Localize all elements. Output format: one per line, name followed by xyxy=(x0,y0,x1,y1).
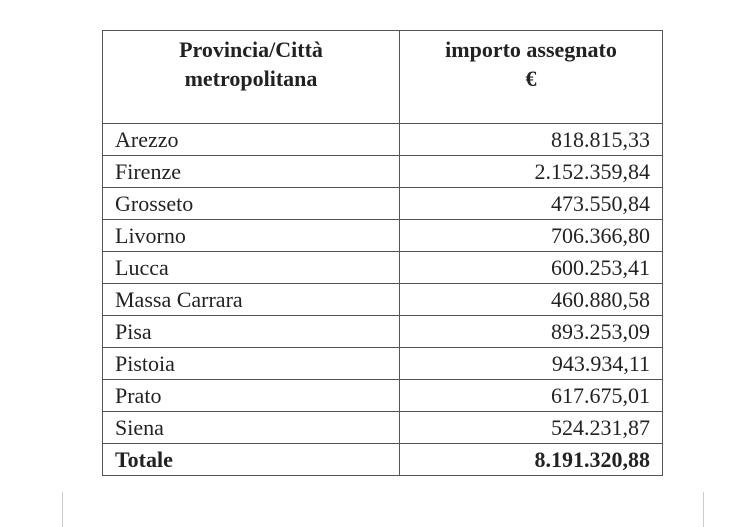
allocation-table xyxy=(102,30,663,476)
row-amount: 2.152.359,84 xyxy=(400,156,663,188)
table-row xyxy=(103,252,663,284)
header-line: importo assegnato xyxy=(445,37,617,62)
row-name: Livorno xyxy=(103,220,400,252)
table-row xyxy=(103,156,663,188)
row-amount: 460.880,58 xyxy=(400,284,663,316)
table-row xyxy=(103,220,663,252)
row-amount: 524.231,87 xyxy=(400,412,663,444)
table-row xyxy=(103,412,663,444)
row-name: Firenze xyxy=(103,156,400,188)
row-name: Arezzo xyxy=(103,124,400,156)
row-amount: 706.366,80 xyxy=(400,220,663,252)
row-name: Grosseto xyxy=(103,188,400,220)
row-amount: 893.253,09 xyxy=(400,316,663,348)
table-row xyxy=(103,284,663,316)
row-amount: 617.675,01 xyxy=(400,380,663,412)
header-row xyxy=(103,31,663,124)
row-name: Lucca xyxy=(103,252,400,284)
header-line: Provincia/Città xyxy=(179,37,323,62)
header-provincia xyxy=(103,31,400,124)
row-amount: 473.550,84 xyxy=(400,188,663,220)
row-amount: 943.934,11 xyxy=(400,348,663,380)
table-row xyxy=(103,348,663,380)
row-amount: 600.253,41 xyxy=(400,252,663,284)
row-name: Prato xyxy=(103,380,400,412)
total-amount: 8.191.320,88 xyxy=(400,444,663,476)
table-row xyxy=(103,380,663,412)
row-name: Siena xyxy=(103,412,400,444)
row-name: Massa Carrara xyxy=(103,284,400,316)
header-line: € xyxy=(525,66,537,91)
table-row xyxy=(103,316,663,348)
row-name: Pistoia xyxy=(103,348,400,380)
row-name: Pisa xyxy=(103,316,400,348)
table-row xyxy=(103,124,663,156)
row-amount: 818.815,33 xyxy=(400,124,663,156)
table-row xyxy=(103,188,663,220)
header-importo xyxy=(400,31,663,124)
page-edge-left xyxy=(62,492,63,527)
page-edge-right xyxy=(703,492,704,527)
header-line: metropolitana xyxy=(184,66,318,91)
total-label: Totale xyxy=(103,444,400,476)
total-row xyxy=(103,444,663,476)
